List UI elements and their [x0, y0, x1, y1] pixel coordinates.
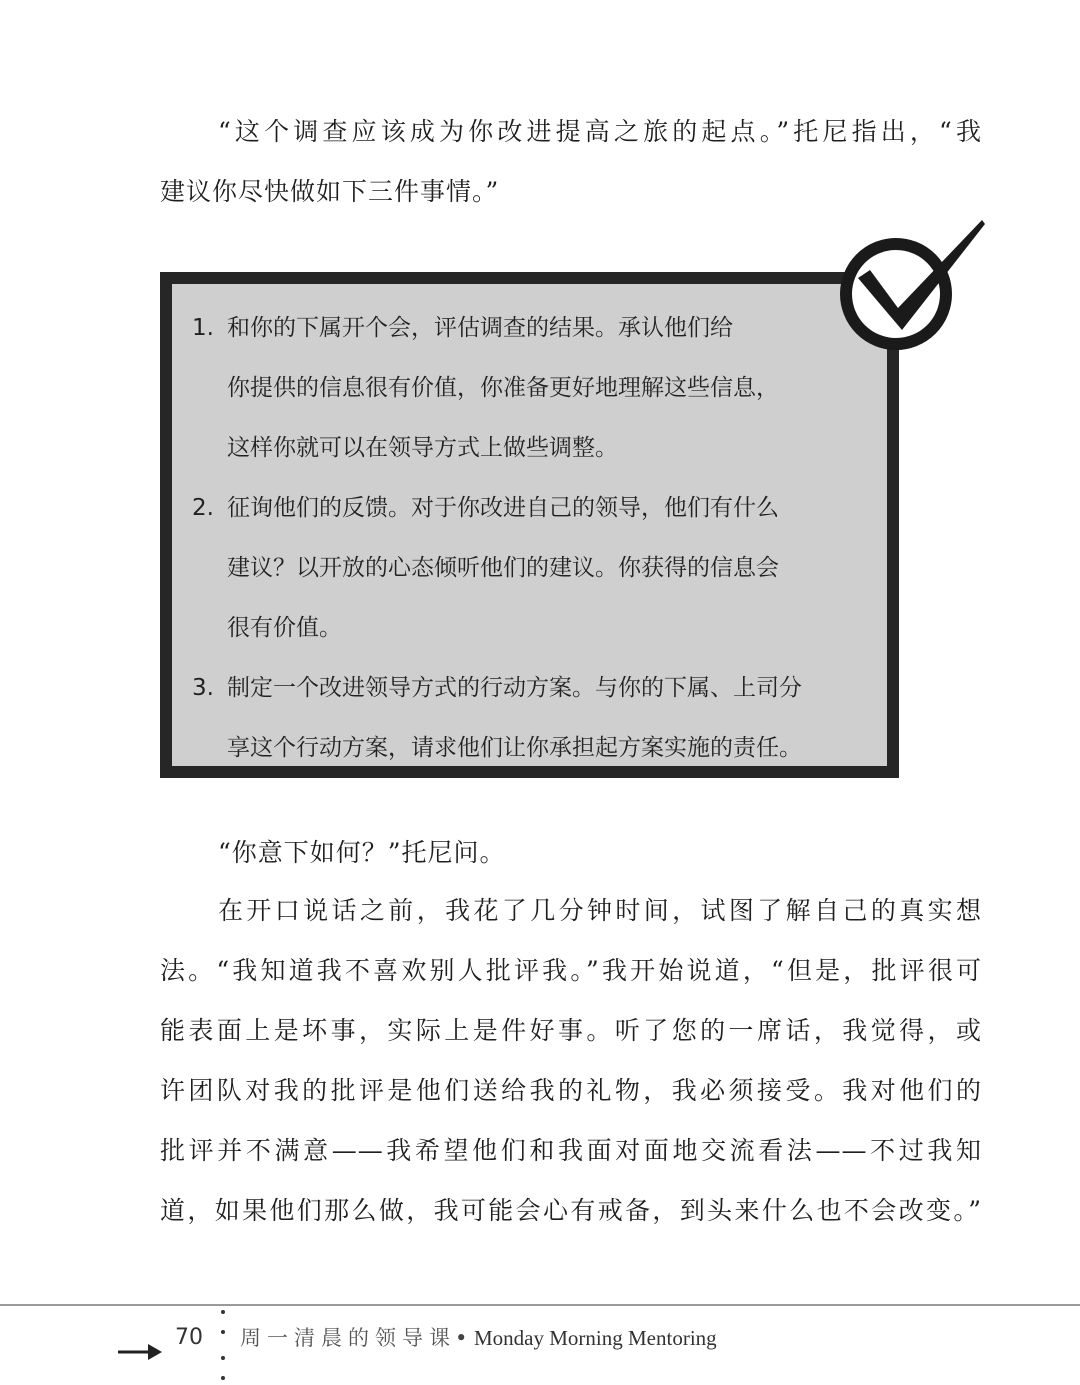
arrow-right-icon [116, 1337, 166, 1367]
item-line: 很有价值。 [227, 615, 342, 641]
paragraph-intro [160, 102, 982, 222]
item-line: 你提供的信息很有价值，你准备更好地理解这些信息， [227, 375, 779, 401]
text-line: 建议你尽快做如下三件事情。” [160, 177, 500, 206]
footer-separator: • [455, 1326, 468, 1350]
footer-divider [0, 1304, 1080, 1306]
text-line: 道，如果他们那么做，我可能会心有戒备，到头来什么也不会改变。” [160, 1196, 982, 1225]
text-line: 在开口说话之前，我花了几分钟时间，试图了解自己的真实想 [218, 896, 982, 925]
item-line: 征询他们的反馈。对于你改进自己的领导，他们有什么 [227, 495, 779, 521]
list-item [172, 478, 887, 658]
text-line: 能表面上是坏事，实际上是件好事。听了您的一席话，我觉得，或 [160, 1016, 982, 1045]
item-number: 2. [192, 495, 214, 521]
book-title-english: Monday Morning Mentoring [474, 1326, 717, 1350]
text-line: 法。“我知道我不喜欢别人批评我。”我开始说道，“但是，批评很可 [160, 956, 982, 985]
paragraph-response [160, 881, 982, 1241]
paragraph-question [160, 823, 982, 883]
item-line: 享这个行动方案，请求他们让你承担起方案实施的责任。 [227, 735, 802, 761]
text-line: 批评并不满意——我希望他们和我面对面地交流看法——不过我知 [160, 1136, 982, 1165]
item-number: 1. [192, 315, 214, 341]
list-item [172, 298, 887, 478]
checkmark-circle-icon [832, 212, 992, 352]
book-title-chinese: 周一清晨的领导课 [240, 1326, 456, 1350]
item-number: 3. [192, 675, 214, 701]
footer-dots [220, 1308, 226, 1384]
item-line: 建议？以开放的心态倾听他们的建议。你获得的信息会 [227, 555, 779, 581]
item-line: 这样你就可以在领导方式上做些调整。 [227, 435, 618, 461]
text-line: 许团队对我的批评是他们送给我的礼物，我必须接受。我对他们的 [160, 1076, 982, 1105]
page-number: 70 [175, 1325, 203, 1350]
action-items-box [160, 272, 899, 778]
item-line: 和你的下属开个会，评估调查的结果。承认他们给 [227, 315, 733, 341]
list-item [172, 658, 887, 778]
item-line: 制定一个改进领导方式的行动方案。与你的下属、上司分 [227, 675, 802, 701]
text-line: “这个调查应该成为你改进提高之旅的起点。”托尼指出，“我 [218, 117, 982, 146]
text-line: “你意下如何？”托尼问。 [218, 838, 506, 867]
